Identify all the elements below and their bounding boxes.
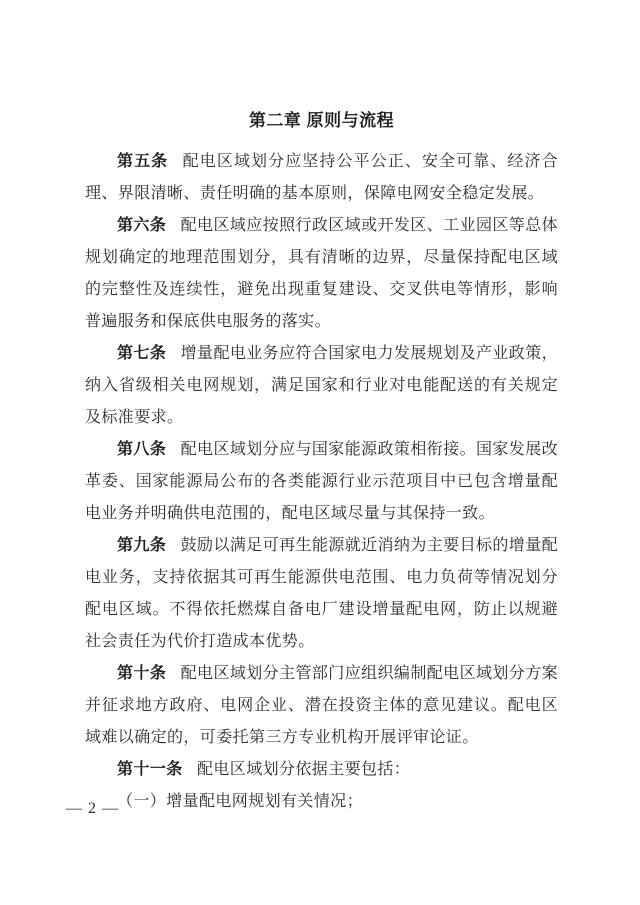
article-paragraph-7 — [85, 338, 558, 434]
article-text: 配电区域划分应与国家能源政策相衔接。国家发展改革委、国家能源局公布的各类能源行业示范项目中已包含增量配电业务并明确供电范围的，配电区域尽量与其保持一致。 — [85, 441, 559, 522]
article-label: 第七条 — [117, 345, 167, 362]
article-text: 配电区域划分应坚持公平公正、安全可靠、经济合理、界限清晰、责任明确的基本原则，保障电网安全稳定发展。 — [85, 153, 558, 202]
article-label: 第五条 — [117, 153, 169, 170]
article-text: 鼓励以满足可再生能源就近消纳为主要目标的增量配电业务，支持依据其可再生能源供电范围、电力负荷等情况划分配电区域。不得依托燃煤自备电厂建设增量配电网，防止以规避社会责任为代价打造成本优势。 — [85, 537, 559, 650]
article-text: 配电区域划分依据主要包括： — [197, 761, 411, 778]
article-text: 增量配电业务应符合国家电力发展规划及产业政策，纳入省级相关电网规划，满足国家和行业对电能配送的有关规定及标准要求。 — [85, 345, 559, 426]
article-label: 第六条 — [117, 217, 167, 234]
list-item-text: （一）增量配电网规划有关情况； — [117, 793, 364, 810]
article-paragraph-11 — [85, 754, 558, 786]
list-item-1 — [85, 786, 558, 818]
article-text: 配电区域划分主管部门应组织编制配电区域划分方案并征求地方政府、电网企业、潜在投资主体的意见建议。配电区域难以确定的，可委托第三方专业机构开展评审论证。 — [85, 665, 559, 746]
article-label: 第八条 — [117, 441, 167, 458]
page-content — [85, 108, 558, 818]
article-paragraph-9 — [85, 530, 558, 658]
article-paragraph-6 — [85, 210, 558, 338]
chapter-title: 第二章 原则与流程 — [248, 111, 395, 130]
article-paragraph-10 — [85, 658, 558, 754]
article-label: 第十一条 — [117, 761, 183, 778]
article-label: 第九条 — [117, 537, 167, 554]
article-paragraph-5 — [85, 146, 558, 210]
article-paragraph-8 — [85, 434, 558, 530]
article-label: 第十条 — [117, 665, 167, 682]
article-text: 配电区域应按照行政区域或开发区、工业园区等总体规划确定的地理范围划分，具有清晰的边界，尽量保持配电区域的完整性及连续性，避免出现重复建设、交叉供电等情形，影响普遍服务和保底供电服务的落实。 — [85, 217, 559, 330]
page-number: — 2 — — [66, 800, 119, 817]
